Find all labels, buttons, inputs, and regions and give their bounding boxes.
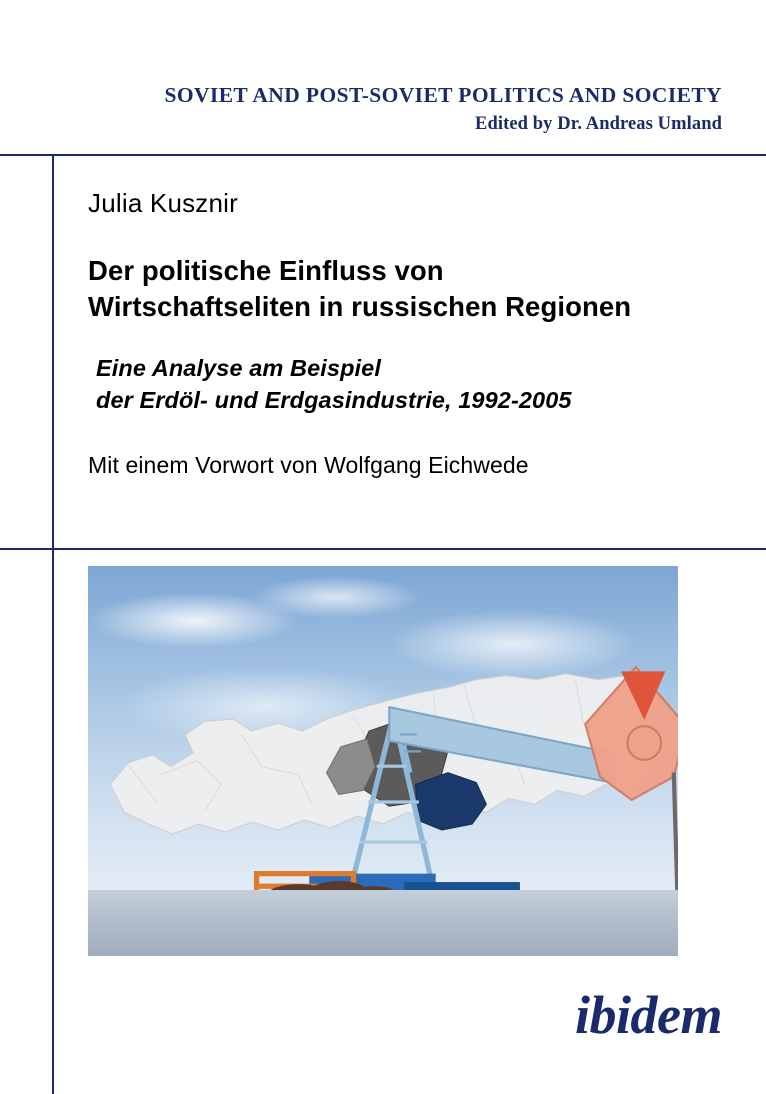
book-subtitle-line-1: Eine Analyse am Beispiel bbox=[96, 354, 381, 381]
book-subtitle bbox=[96, 352, 728, 417]
series-header bbox=[52, 82, 722, 135]
publisher-logo: ibidem bbox=[575, 985, 722, 1045]
author-name: Julia Kusznir bbox=[88, 188, 238, 218]
title-block bbox=[88, 188, 728, 479]
book-subtitle-line-2: der Erdöl- und Erdgasindustrie, 1992-2005 bbox=[96, 387, 572, 414]
cover-photo bbox=[88, 566, 678, 956]
divider-middle bbox=[0, 548, 766, 550]
divider-top bbox=[0, 154, 766, 156]
book-title-line-2: Wirtschaftseliten in russischen Regionen bbox=[88, 291, 632, 323]
book-title bbox=[88, 253, 728, 326]
book-title-line-1: Der politische Einfluss von bbox=[88, 255, 444, 286]
ground-foreground bbox=[88, 890, 678, 956]
foreword-credit: Mit einem Vorwort von Wolfgang Eichwede bbox=[88, 452, 529, 479]
series-editor: Edited by Dr. Andreas Umland bbox=[475, 113, 722, 134]
divider-vertical bbox=[52, 154, 54, 1094]
series-title: SOVIET AND POST-SOVIET POLITICS AND SOCIETY bbox=[164, 83, 722, 107]
